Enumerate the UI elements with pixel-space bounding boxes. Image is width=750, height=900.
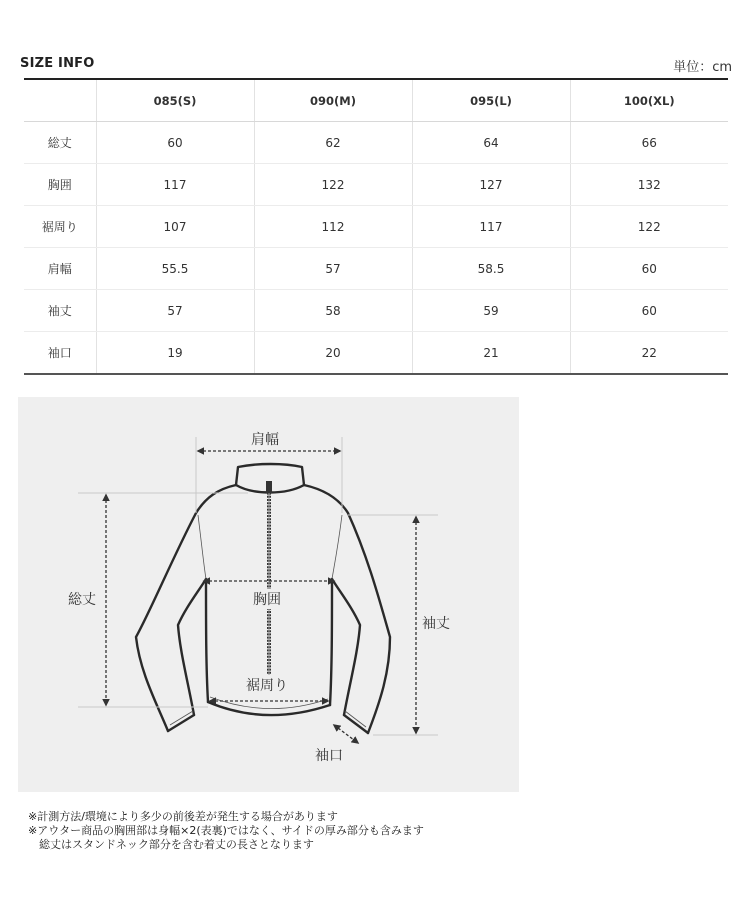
hem-label: 裾周り — [246, 675, 288, 695]
table-cell: 59 — [412, 290, 570, 332]
table-cell: 107 — [96, 206, 254, 248]
garment-diagram — [18, 397, 519, 792]
table-cell: 66 — [570, 122, 728, 164]
sleeve-label: 袖丈 — [422, 613, 450, 633]
column-header: 090(M) — [254, 79, 412, 122]
table-cell: 58.5 — [412, 248, 570, 290]
table-corner-cell — [24, 79, 96, 122]
row-label: 裾周り — [24, 206, 96, 248]
table-header-row — [24, 79, 728, 122]
table-row — [24, 206, 728, 248]
section-title: SIZE INFO — [20, 56, 95, 71]
row-label: 胸囲 — [24, 164, 96, 206]
row-label: 総丈 — [24, 122, 96, 164]
table-row — [24, 164, 728, 206]
table-cell: 122 — [570, 206, 728, 248]
chest-label: 胸囲 — [253, 589, 281, 609]
table-cell: 122 — [254, 164, 412, 206]
note-line: 総丈はスタンドネック部分を含む着丈の長さとなります — [28, 838, 314, 851]
table-row — [24, 122, 728, 164]
column-header: 100(XL) — [570, 79, 728, 122]
table-cell: 64 — [412, 122, 570, 164]
note-line: ※計測方法/環境により多少の前後差が発生する場合があります — [28, 810, 338, 823]
table-cell: 132 — [570, 164, 728, 206]
table-cell: 127 — [412, 164, 570, 206]
table-row — [24, 332, 728, 375]
table-cell: 117 — [96, 164, 254, 206]
row-label: 袖丈 — [24, 290, 96, 332]
table-row — [24, 290, 728, 332]
row-label: 袖口 — [24, 332, 96, 375]
table-cell: 19 — [96, 332, 254, 375]
table-cell: 60 — [570, 248, 728, 290]
table-cell: 21 — [412, 332, 570, 375]
table-cell: 117 — [412, 206, 570, 248]
table-cell: 58 — [254, 290, 412, 332]
table-cell: 57 — [96, 290, 254, 332]
table-cell: 55.5 — [96, 248, 254, 290]
table-cell: 22 — [641, 345, 657, 360]
note-line: ※アウター商品の胸囲部は身幅×2(表裏)ではなく、サイドの厚み部分も含みます — [28, 824, 424, 837]
column-header: 095(L) — [412, 79, 570, 122]
zipper — [266, 481, 272, 677]
table-cell: 57 — [254, 248, 412, 290]
shoulder-label: 肩幅 — [251, 432, 279, 448]
table-cell: 60 — [96, 122, 254, 164]
cuff-arrow — [334, 725, 358, 743]
size-table — [24, 78, 728, 375]
table-row — [24, 248, 728, 290]
unit-label: 単位：cm — [673, 60, 732, 75]
table-cell: 112 — [254, 206, 412, 248]
table-cell: 20 — [254, 332, 412, 375]
row-label: 肩幅 — [24, 248, 96, 290]
notes — [28, 810, 424, 852]
table-cell: 60 — [570, 290, 728, 332]
column-header: 085(S) — [96, 79, 254, 122]
cuff-label: 袖口 — [315, 748, 343, 764]
table-cell: 62 — [254, 122, 412, 164]
length-label: 総丈 — [68, 589, 96, 609]
